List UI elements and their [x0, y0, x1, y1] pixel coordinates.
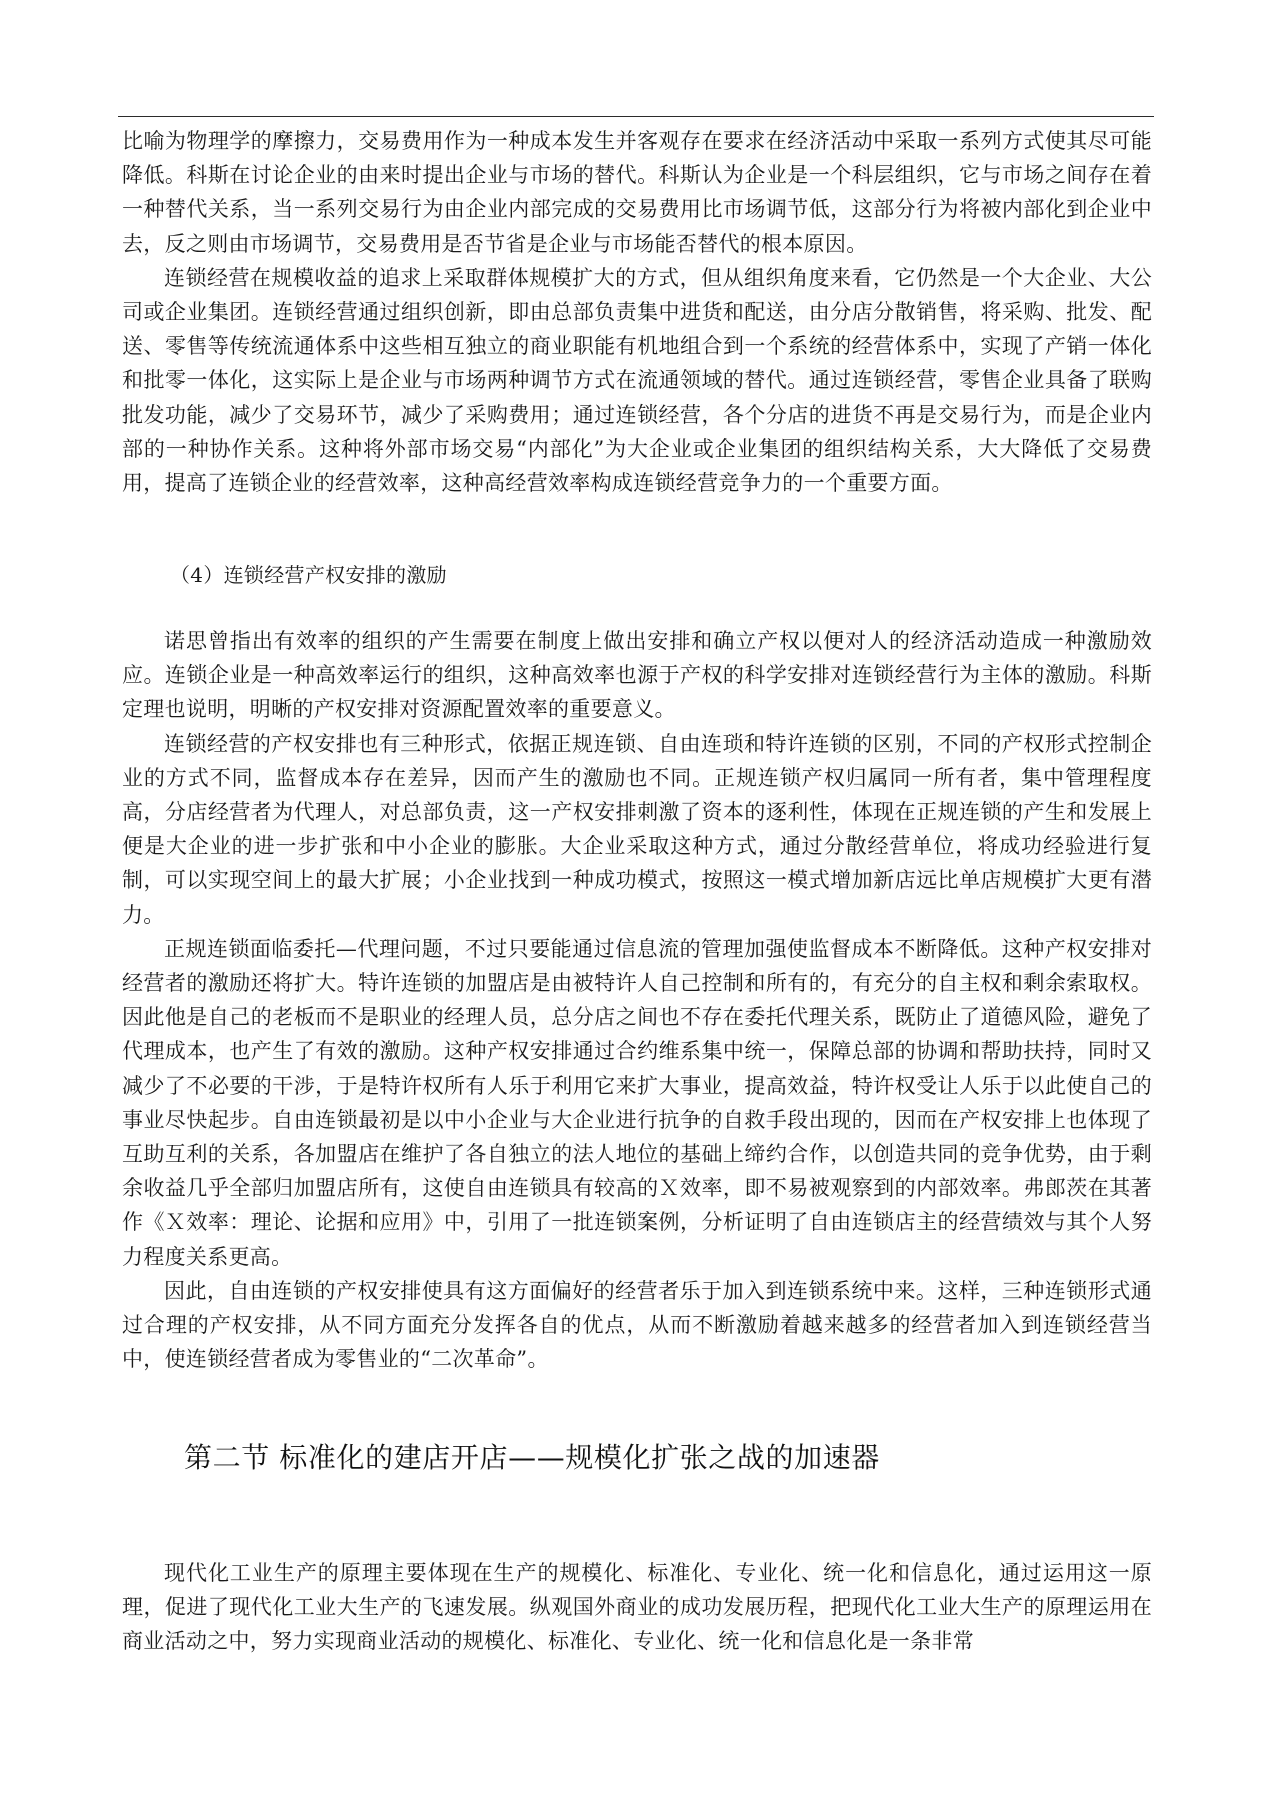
- text-block-transaction-cost: [122, 124, 1152, 500]
- text-block-standardization: [122, 1556, 1152, 1659]
- paragraph: 连锁经营在规模收益的追求上采取群体规模扩大的方式，但从组织角度来看，它仍然是一个大企业、大公司或企业集团。连锁经营通过组织创新，即由总部负责集中进货和配送，由分店分散销售，将采购、批发、配送、零售等传统流通体系中这些相互独立的商业职能有机地组合到一个系统的经营体系中，实现了产销一体化和批零一体化，这实际上是企业与市场两种调节方式在流通领域的替代。通过连锁经营，零售企业具备了联购批发功能，减少了交易环节，减少了采购费用；通过连锁经营，各个分店的进货不再是交易行为，而是企业内部的一种协作关系。这种将外部市场交易“内部化”为大企业或企业集团的组织结构关系，大大降低了交易费用，提高了连锁企业的经营效率，这种高经营效率构成连锁经营竞争力的一个重要方面。: [122, 265, 1152, 496]
- paragraph: 诺思曾指出有效率的组织的产生需要在制度上做出安排和确立产权以便对人的经济活动造成一种激励效应。连锁企业是一种高效率运行的组织，这种高效率也源于产权的科学安排对连锁经营行为主体的激励。科斯定理也说明，明晰的产权安排对资源配置效率的重要意义。: [122, 629, 1152, 722]
- section-heading: 第二节 标准化的建店开店——规模化扩张之战的加速器: [184, 1441, 880, 1474]
- paragraph: 因此，自由连锁的产权安排使具有这方面偏好的经营者乐于加入到连锁系统中来。这样，三种连锁形式通过合理的产权安排，从不同方面充分发挥各自的优点，从而不断激励着越来越多的经营者加入到连锁经营当中，使连锁经营者成为零售业的“二次革命”。: [122, 1278, 1152, 1372]
- header-rule: [118, 116, 1154, 117]
- subheading: （4）连锁经营产权安排的激励: [170, 563, 447, 587]
- text-block-property-rights: [122, 624, 1152, 1376]
- paragraph: 正规连锁面临委托—代理问题，不过只要能通过信息流的管理加强使监督成本不断降低。这种产权安排对经营者的激励还将扩大。特许连锁的加盟店是由被特许人自己控制和所有的，有充分的自主权和剩余索取权。因此他是自己的老板而不是职业的经理人员，总分店之间也不存在委托代理关系，既防止了道德风险，避免了代理成本，也产生了有效的激励。这种产权安排通过合约维系集中统一，保障总部的协调和帮助扶持，同时又减少了不必要的干涉，于是特许权所有人乐于利用它来扩大事业，提高效益，特许权受让人乐于以此使自己的事业尽快起步。自由连锁最初是以中小企业与大企业进行抗争的自救手段出现的，因而在产权安排上也体现了互助互利的关系，各加盟店在维护了各自独立的法人地位的基础上缔约合作，以创造共同的竞争优势，由于剩余收益几乎全部归加盟店所有，这使自由连锁具有较高的Ｘ效率，即不易被观察到的内部效率。弗郎茨在其著作《Ｘ效率：理论、论据和应用》中，引用了一批连锁案例，分析证明了自由连锁店主的经营绩效与其个人努力程度关系更高。: [122, 936, 1152, 1269]
- paragraph: 比喻为物理学的摩擦力，交易费用作为一种成本发生并客观存在要求在经济活动中采取一系列方式使其尽可能降低。科斯在讨论企业的由来时提出企业与市场的替代。科斯认为企业是一个科层组织，它与市场之间存在着一种替代关系，当一系列交易行为由企业内部完成的交易费用比市场调节低，这部分行为将被内部化到企业中去，反之则由市场调节，交易费用是否节省是企业与市场能否替代的根本原因。: [122, 129, 1152, 256]
- paragraph: 连锁经营的产权安排也有三种形式，依据正规连锁、自由连琐和特许连锁的区别，不同的产权形式控制企业的方式不同，监督成本存在差异，因而产生的激励也不同。正规连锁产权归属同一所有者，集中管理程度高，分店经营者为代理人，对总部负责，这一产权安排刺激了资本的逐利性，体现在正规连锁的产生和发展上便是大企业的进一步扩张和中小企业的膨胀。大企业采取这种方式，通过分散经营单位，将成功经验进行复制，可以实现空间上的最大扩展；小企业找到一种成功模式，按照这一模式增加新店远比单店规模扩大更有潜力。: [122, 731, 1152, 927]
- paragraph: 现代化工业生产的原理主要体现在生产的规模化、标准化、专业化、统一化和信息化，通过运用这一原理，促进了现代化工业大生产的飞速发展。纵观国外商业的成功发展历程，把现代化工业大生产的原理运用在商业活动之中，努力实现商业活动的规模化、标准化、专业化、统一化和信息化是一条非常: [122, 1561, 1152, 1654]
